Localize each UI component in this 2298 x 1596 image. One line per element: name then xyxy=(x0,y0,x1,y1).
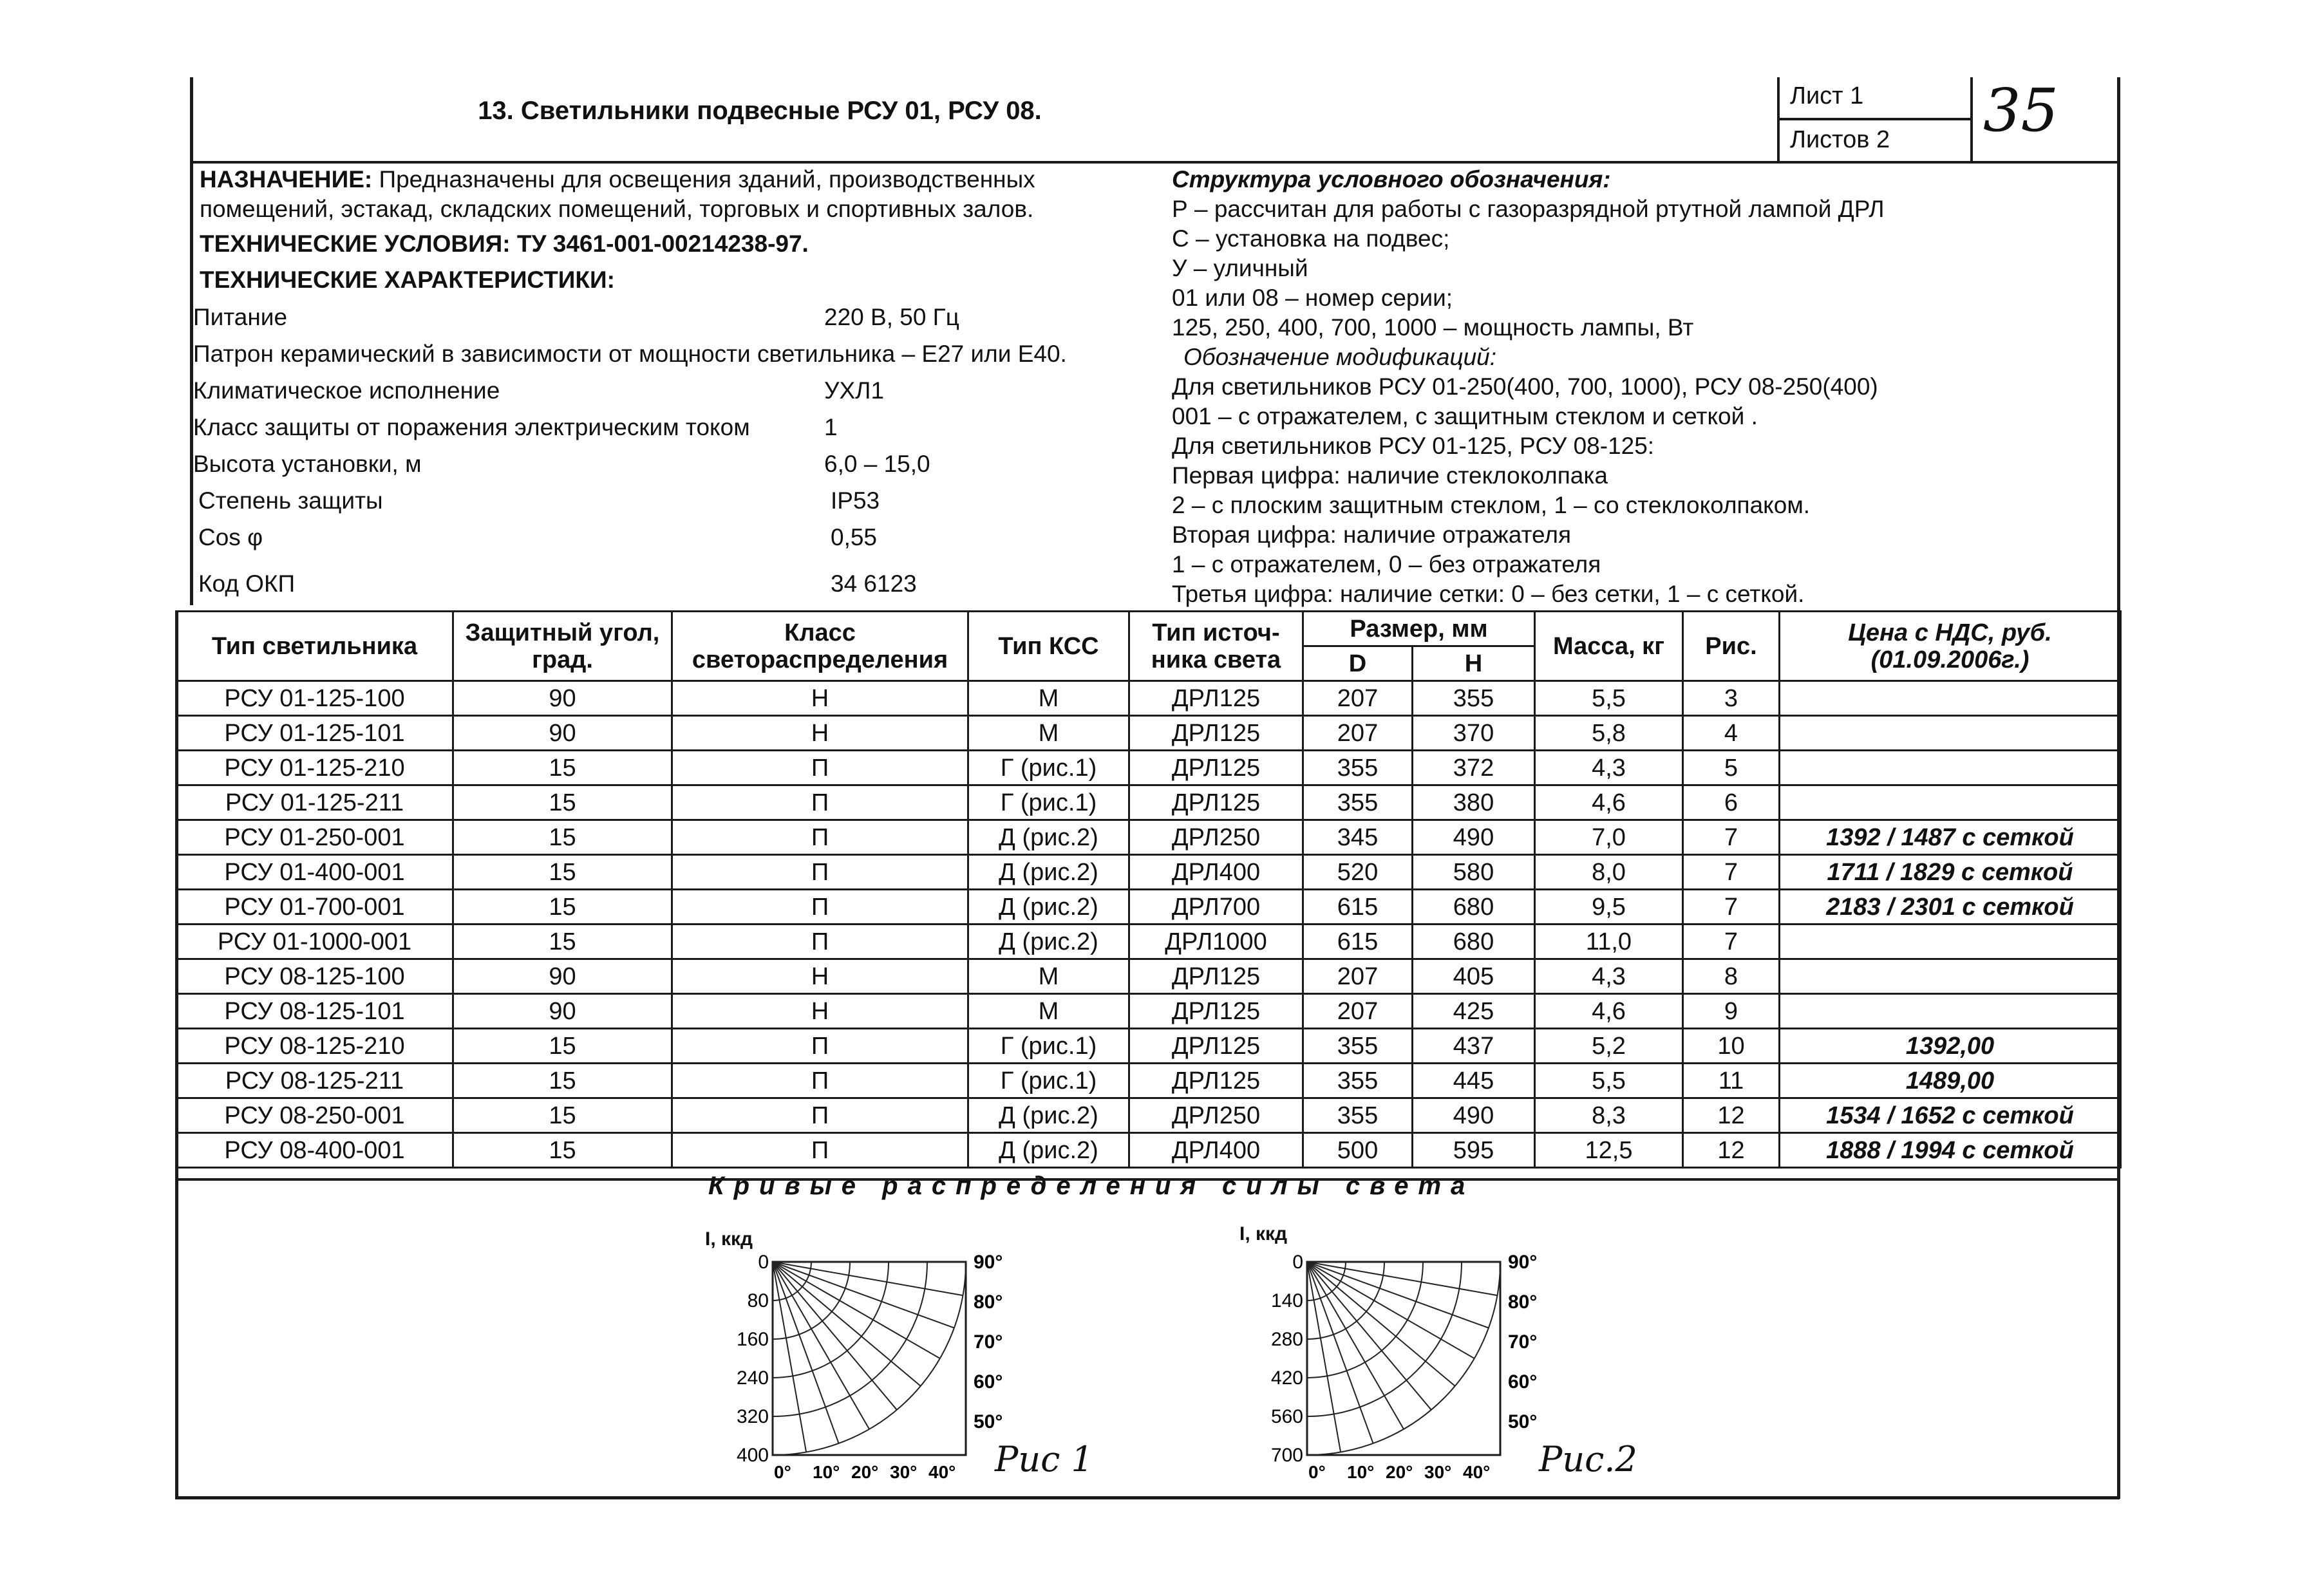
fig2-unit: I, ккд xyxy=(1239,1223,1288,1244)
cell-source: ДРЛ125 xyxy=(1129,994,1303,1029)
cell-price: 1888 / 1994 с сеткой xyxy=(1780,1133,2121,1168)
col-source-header-line2: ника света xyxy=(1151,646,1281,673)
cell-type: РСУ 08-125-210 xyxy=(176,1029,453,1064)
cell-fig: 5 xyxy=(1683,751,1780,785)
cell-size-d: 615 xyxy=(1303,925,1413,959)
angle-tick-label: 20° xyxy=(1386,1462,1413,1482)
spec-value-okp: 34 6123 xyxy=(831,570,917,597)
cell-angle: 15 xyxy=(453,890,672,925)
cell-mass: 4,3 xyxy=(1535,751,1683,785)
cell-kss: Д (рис.2) xyxy=(968,820,1129,855)
cell-size-d: 355 xyxy=(1303,1064,1413,1098)
cell-class: П xyxy=(672,751,968,785)
angle-tick-label: 90° xyxy=(1508,1252,1538,1273)
angle-tick-label: 20° xyxy=(851,1462,879,1482)
cell-type: РСУ 01-125-101 xyxy=(176,716,453,751)
cell-price xyxy=(1780,994,2121,1029)
cell-fig: 12 xyxy=(1683,1098,1780,1133)
mod-line-1: Для светильников РСУ 01-250(400, 700, 1000), РСУ 08-250(400) xyxy=(1172,373,1878,400)
sheet-box-middle xyxy=(1777,118,1970,120)
radial-tick-label: 80 xyxy=(747,1290,769,1311)
header-bottom-line xyxy=(190,161,2118,164)
cell-price: 1534 / 1652 с сеткой xyxy=(1780,1098,2121,1133)
cell-size-d: 500 xyxy=(1303,1133,1413,1168)
cell-class: П xyxy=(672,820,968,855)
angle-tick-label: 70° xyxy=(1508,1331,1538,1353)
cell-angle: 15 xyxy=(453,820,672,855)
cell-angle: 90 xyxy=(453,716,672,751)
cell-mass: 5,8 xyxy=(1535,716,1683,751)
cell-class: П xyxy=(672,855,968,890)
col-angle-header-line1: Защитный угол, xyxy=(465,619,660,646)
cell-source: ДРЛ250 xyxy=(1129,820,1303,855)
cell-fig: 7 xyxy=(1683,925,1780,959)
col-mass-header: Масса, кг xyxy=(1535,612,1683,681)
cell-mass: 5,5 xyxy=(1535,1064,1683,1098)
cell-size-d: 207 xyxy=(1303,959,1413,994)
sheet-box-divider xyxy=(1970,77,1973,162)
cell-kss: М xyxy=(968,716,1129,751)
cell-source: ДРЛ125 xyxy=(1129,751,1303,785)
spec-label-socket: Патрон керамический в зависимости от мощности светильника – Е27 или Е40. xyxy=(193,341,1067,367)
cell-fig: 3 xyxy=(1683,681,1780,716)
cell-angle: 15 xyxy=(453,1064,672,1098)
cell-class: П xyxy=(672,1098,968,1133)
fig2-caption: Рис.2 xyxy=(1539,1439,1637,1479)
table-row xyxy=(176,820,2121,855)
cell-size-h: 445 xyxy=(1413,1064,1535,1098)
cell-class: П xyxy=(672,925,968,959)
frame-bottom xyxy=(175,1496,2120,1499)
cell-type: РСУ 08-400-001 xyxy=(176,1133,453,1168)
cell-size-d: 520 xyxy=(1303,855,1413,890)
radial-tick-label: 420 xyxy=(1270,1367,1303,1389)
cell-class: П xyxy=(672,785,968,820)
mod-line-2: 001 – с отражателем, с защитным стеклом и сеткой . xyxy=(1172,403,1758,429)
cell-price: 1392,00 xyxy=(1780,1029,2121,1064)
angle-tick-label: 80° xyxy=(1508,1291,1538,1313)
cell-angle: 15 xyxy=(453,1133,672,1168)
cell-type: РСУ 01-1000-001 xyxy=(176,925,453,959)
radial-tick-label: 320 xyxy=(736,1406,769,1427)
purpose-text: Предназначены для освещения зданий, производственных xyxy=(372,166,1035,192)
spec-label-climate: Климатическое исполнение xyxy=(193,377,500,404)
table-row xyxy=(176,1064,2121,1098)
angle-tick-label: 70° xyxy=(974,1331,1003,1353)
cell-fig: 7 xyxy=(1683,890,1780,925)
cell-type: РСУ 01-250-001 xyxy=(176,820,453,855)
cell-price xyxy=(1780,959,2121,994)
cell-mass: 8,0 xyxy=(1535,855,1683,890)
cell-size-h: 680 xyxy=(1413,925,1535,959)
spec-value-cos: 0,55 xyxy=(831,524,878,550)
cell-angle: 90 xyxy=(453,959,672,994)
fig1-polar-grid xyxy=(737,1252,1003,1482)
angle-tick-label: 80° xyxy=(974,1291,1003,1313)
col-source-header xyxy=(1129,612,1303,681)
col-angle-header-line2: град. xyxy=(532,646,593,673)
angle-tick-label: 10° xyxy=(813,1462,840,1482)
cell-angle: 15 xyxy=(453,1098,672,1133)
cell-fig: 7 xyxy=(1683,820,1780,855)
page-number: 35 xyxy=(1983,76,2059,145)
cell-price xyxy=(1780,751,2121,785)
mod-line-5: 2 – с плоским защитным стеклом, 1 – со стеклоколпаком. xyxy=(1172,492,1811,518)
cell-size-d: 355 xyxy=(1303,1029,1413,1064)
structure-line-4: 01 или 08 – номер серии; xyxy=(1172,285,1453,311)
structure-heading: Структура условного обозначения: xyxy=(1172,166,1611,192)
cell-mass: 12,5 xyxy=(1535,1133,1683,1168)
cell-angle: 90 xyxy=(453,994,672,1029)
cell-fig: 6 xyxy=(1683,785,1780,820)
radial-tick-label: 140 xyxy=(1270,1290,1303,1311)
cell-class: Н xyxy=(672,959,968,994)
table-row xyxy=(176,751,2121,785)
col-type-header: Тип светильника xyxy=(176,612,453,681)
cell-fig: 11 xyxy=(1683,1064,1780,1098)
cell-size-d: 355 xyxy=(1303,751,1413,785)
technical-specs-heading: ТЕХНИЧЕСКИЕ ХАРАКТЕРИСТИКИ: xyxy=(200,267,615,293)
col-price-header-line1: Цена с НДС, руб. xyxy=(1848,619,2052,646)
spec-label-height: Высота установки, м xyxy=(193,451,422,477)
cell-angle: 15 xyxy=(453,751,672,785)
cell-kss: Г (рис.1) xyxy=(968,751,1129,785)
models-table-body xyxy=(176,681,2121,1168)
cell-class: П xyxy=(672,890,968,925)
cell-kss: Д (рис.2) xyxy=(968,855,1129,890)
structure-line-3: У – уличный xyxy=(1172,255,1308,281)
purpose-heading: НАЗНАЧЕНИЕ: xyxy=(200,166,373,192)
angle-tick-label: 10° xyxy=(1347,1462,1375,1482)
cell-price: 1489,00 xyxy=(1780,1064,2121,1098)
fig1-caption: Рис 1 xyxy=(995,1439,1093,1479)
cell-kss: Д (рис.2) xyxy=(968,1133,1129,1168)
cell-size-h: 680 xyxy=(1413,890,1535,925)
radial-tick-label: 560 xyxy=(1270,1406,1303,1427)
radial-tick-label: 0 xyxy=(1292,1252,1303,1273)
cell-type: РСУ 08-125-100 xyxy=(176,959,453,994)
sheets-count-label: Листов 2 xyxy=(1790,126,1890,153)
spec-value-height: 6,0 – 15,0 xyxy=(824,451,930,477)
sheet-label: Лист 1 xyxy=(1790,82,1864,109)
spec-value-protection-class: 1 xyxy=(824,414,838,440)
angle-tick-label: 30° xyxy=(890,1462,918,1482)
table-row xyxy=(176,890,2121,925)
angle-tick-label: 0° xyxy=(774,1462,791,1482)
table-row xyxy=(176,1098,2121,1133)
document-title: 13. Светильники подвесные РСУ 01, РСУ 08. xyxy=(478,97,1042,125)
table-row xyxy=(176,925,2121,959)
col-price-header xyxy=(1780,612,2121,681)
cell-source: ДРЛ125 xyxy=(1129,681,1303,716)
cell-kss: Г (рис.1) xyxy=(968,785,1129,820)
spec-label-cos: Cos φ xyxy=(198,524,263,550)
table-row xyxy=(176,681,2121,716)
cell-mass: 4,3 xyxy=(1535,959,1683,994)
cell-angle: 15 xyxy=(453,855,672,890)
modifications-heading: Обозначение модификаций: xyxy=(1183,344,1497,370)
mod-line-7: 1 – с отражателем, 0 – без отражателя xyxy=(1172,551,1601,577)
col-size-header: Размер, мм xyxy=(1303,612,1535,646)
cell-mass: 5,5 xyxy=(1535,681,1683,716)
cell-fig: 4 xyxy=(1683,716,1780,751)
mod-line-6: Вторая цифра: наличие отражателя xyxy=(1172,521,1572,548)
cell-price xyxy=(1780,785,2121,820)
cell-type: РСУ 01-125-210 xyxy=(176,751,453,785)
cell-size-d: 615 xyxy=(1303,890,1413,925)
cell-fig: 9 xyxy=(1683,994,1780,1029)
table-row xyxy=(176,959,2121,994)
cell-type: РСУ 08-125-211 xyxy=(176,1064,453,1098)
table-row xyxy=(176,1029,2121,1064)
cell-kss: М xyxy=(968,959,1129,994)
radial-tick-label: 160 xyxy=(736,1329,769,1350)
cell-kss: М xyxy=(968,681,1129,716)
col-class-header-line1: Класс xyxy=(784,619,856,646)
col-class-header xyxy=(672,612,968,681)
cell-angle: 15 xyxy=(453,785,672,820)
cell-kss: Д (рис.2) xyxy=(968,1098,1129,1133)
cell-source: ДРЛ125 xyxy=(1129,785,1303,820)
cell-size-d: 355 xyxy=(1303,1098,1413,1133)
structure-line-2: С – установка на подвес; xyxy=(1172,225,1450,252)
spec-label-power: Питание xyxy=(193,304,288,330)
cell-size-h: 490 xyxy=(1413,820,1535,855)
cell-class: Н xyxy=(672,716,968,751)
cell-mass: 11,0 xyxy=(1535,925,1683,959)
radial-tick-label: 400 xyxy=(736,1445,769,1466)
cell-size-h: 595 xyxy=(1413,1133,1535,1168)
col-price-header-line2: (01.09.2006г.) xyxy=(1870,646,2030,673)
cell-size-h: 490 xyxy=(1413,1098,1535,1133)
spec-label-okp: Код ОКП xyxy=(198,570,296,597)
table-row xyxy=(176,785,2121,820)
col-fig-header: Рис. xyxy=(1683,612,1780,681)
cell-price xyxy=(1780,681,2121,716)
spec-label-protection-class: Класс защиты от поражения электрическим током xyxy=(193,414,750,440)
cell-source: ДРЛ125 xyxy=(1129,1029,1303,1064)
radial-tick-label: 0 xyxy=(758,1252,769,1273)
structure-line-1: Р – рассчитан для работы с газоразрядной ртутной лампой ДРЛ xyxy=(1172,196,1885,222)
table-row xyxy=(176,994,2121,1029)
structure-line-5: 125, 250, 400, 700, 1000 – мощность лампы, Вт xyxy=(1172,314,1694,341)
cell-kss: М xyxy=(968,994,1129,1029)
cell-fig: 12 xyxy=(1683,1133,1780,1168)
cell-mass: 9,5 xyxy=(1535,890,1683,925)
cell-size-h: 405 xyxy=(1413,959,1535,994)
cell-fig: 8 xyxy=(1683,959,1780,994)
cell-price xyxy=(1780,716,2121,751)
angle-tick-label: 40° xyxy=(928,1462,956,1482)
col-source-header-line1: Тип источ- xyxy=(1152,619,1280,646)
radial-tick-label: 700 xyxy=(1270,1445,1303,1466)
radial-tick-label: 280 xyxy=(1270,1329,1303,1350)
cell-type: РСУ 01-125-100 xyxy=(176,681,453,716)
radial-tick-label: 240 xyxy=(736,1367,769,1389)
cell-kss: Д (рис.2) xyxy=(968,890,1129,925)
cell-size-d: 207 xyxy=(1303,681,1413,716)
cell-angle: 90 xyxy=(453,681,672,716)
purpose-line-2: помещений, эстакад, складских помещений, торговых и спортивных залов. xyxy=(200,196,1034,222)
angle-tick-label: 40° xyxy=(1463,1462,1491,1482)
curves-title: Кривые распределения силы света xyxy=(708,1172,1475,1200)
angle-tick-label: 50° xyxy=(974,1411,1003,1432)
cell-class: Н xyxy=(672,994,968,1029)
cell-size-d: 345 xyxy=(1303,820,1413,855)
cell-size-h: 372 xyxy=(1413,751,1535,785)
fig1-unit: I, ккд xyxy=(705,1228,753,1250)
cell-price: 1392 / 1487 с сеткой xyxy=(1780,820,2121,855)
cell-class: П xyxy=(672,1064,968,1098)
table-row xyxy=(176,716,2121,751)
cell-mass: 4,6 xyxy=(1535,994,1683,1029)
col-kss-header: Тип КСС xyxy=(968,612,1129,681)
col-h-header: Н xyxy=(1413,646,1535,681)
cell-mass: 5,2 xyxy=(1535,1029,1683,1064)
table-row xyxy=(176,1133,2121,1168)
cell-type: РСУ 08-125-101 xyxy=(176,994,453,1029)
angle-tick-label: 90° xyxy=(974,1252,1003,1273)
spec-value-power: 220 В, 50 Гц xyxy=(824,304,959,330)
cell-size-d: 355 xyxy=(1303,785,1413,820)
angle-tick-label: 60° xyxy=(974,1371,1003,1393)
cell-size-h: 437 xyxy=(1413,1029,1535,1064)
angle-tick-label: 0° xyxy=(1308,1462,1326,1482)
table-header-row xyxy=(176,612,2121,646)
cell-class: П xyxy=(672,1133,968,1168)
cell-source: ДРЛ700 xyxy=(1129,890,1303,925)
purpose-line-1 xyxy=(200,165,1035,194)
cell-angle: 15 xyxy=(453,925,672,959)
cell-mass: 4,6 xyxy=(1535,785,1683,820)
col-angle-header xyxy=(453,612,672,681)
models-table xyxy=(175,610,2122,1169)
cell-type: РСУ 01-125-211 xyxy=(176,785,453,820)
cell-size-d: 207 xyxy=(1303,716,1413,751)
cell-class: П xyxy=(672,1029,968,1064)
cell-class: Н xyxy=(672,681,968,716)
cell-source: ДРЛ125 xyxy=(1129,959,1303,994)
cell-fig: 10 xyxy=(1683,1029,1780,1064)
cell-kss: Г (рис.1) xyxy=(968,1064,1129,1098)
cell-size-h: 355 xyxy=(1413,681,1535,716)
spec-label-ip: Степень защиты xyxy=(198,487,383,514)
cell-price: 1711 / 1829 с сеткой xyxy=(1780,855,2121,890)
cell-source: ДРЛ125 xyxy=(1129,1064,1303,1098)
col-class-header-line2: светораспределения xyxy=(692,646,948,673)
cell-type: РСУ 01-400-001 xyxy=(176,855,453,890)
cell-size-h: 380 xyxy=(1413,785,1535,820)
fig2-polar-grid xyxy=(1271,1252,1537,1482)
cell-mass: 8,3 xyxy=(1535,1098,1683,1133)
mod-line-8: Третья цифра: наличие сетки: 0 – без сетки, 1 – с сеткой. xyxy=(1172,581,1805,607)
angle-tick-label: 30° xyxy=(1424,1462,1452,1482)
angle-tick-label: 60° xyxy=(1508,1371,1538,1393)
cell-type: РСУ 08-250-001 xyxy=(176,1098,453,1133)
spec-value-climate: УХЛ1 xyxy=(824,377,885,404)
cell-fig: 7 xyxy=(1683,855,1780,890)
cell-size-h: 370 xyxy=(1413,716,1535,751)
mod-line-4: Первая цифра: наличие стеклоколпака xyxy=(1172,462,1608,489)
cell-size-d: 207 xyxy=(1303,994,1413,1029)
cell-source: ДРЛ400 xyxy=(1129,855,1303,890)
mod-line-3: Для светильников РСУ 01-125, РСУ 08-125: xyxy=(1172,433,1655,459)
cell-source: ДРЛ400 xyxy=(1129,1133,1303,1168)
cell-size-h: 580 xyxy=(1413,855,1535,890)
cell-mass: 7,0 xyxy=(1535,820,1683,855)
cell-source: ДРЛ125 xyxy=(1129,716,1303,751)
cell-price xyxy=(1780,925,2121,959)
technical-conditions: ТЕХНИЧЕСКИЕ УСЛОВИЯ: ТУ 3461-001-00214238-97. xyxy=(200,230,809,257)
cell-price: 2183 / 2301 с сеткой xyxy=(1780,890,2121,925)
col-d-header: D xyxy=(1303,646,1413,681)
table-row xyxy=(176,855,2121,890)
cell-source: ДРЛ250 xyxy=(1129,1098,1303,1133)
cell-size-h: 425 xyxy=(1413,994,1535,1029)
angle-tick-label: 50° xyxy=(1508,1411,1538,1432)
cell-source: ДРЛ1000 xyxy=(1129,925,1303,959)
spec-value-ip: IP53 xyxy=(831,487,880,514)
cell-type: РСУ 01-700-001 xyxy=(176,890,453,925)
cell-kss: Д (рис.2) xyxy=(968,925,1129,959)
cell-angle: 15 xyxy=(453,1029,672,1064)
cell-kss: Г (рис.1) xyxy=(968,1029,1129,1064)
